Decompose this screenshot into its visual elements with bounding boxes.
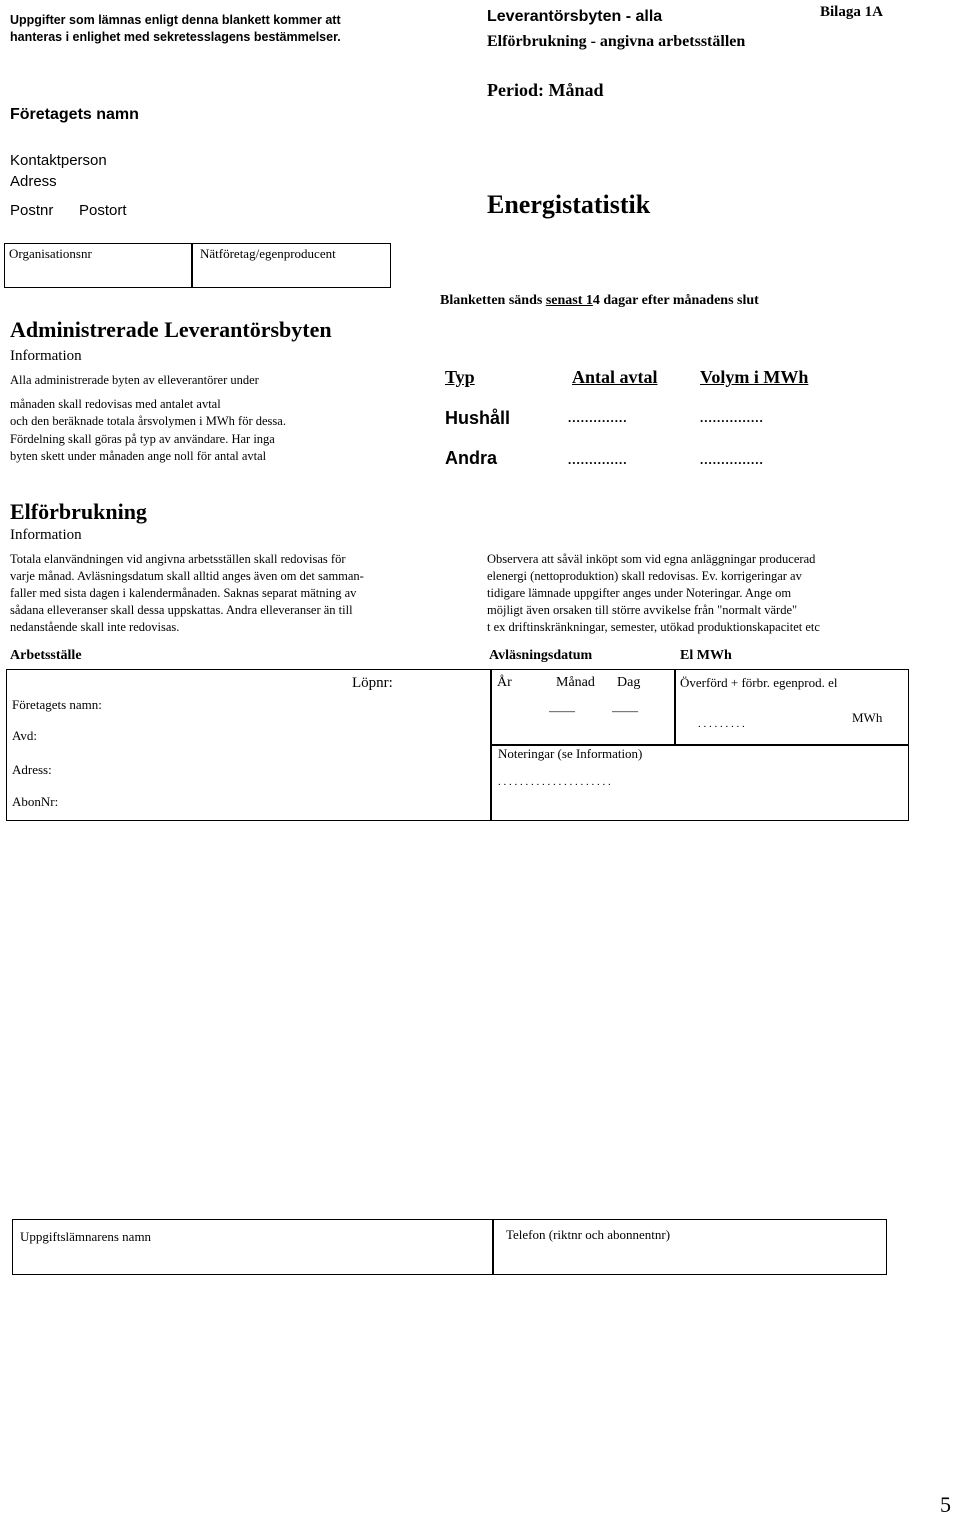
postnr-label: Postnr [10,202,54,219]
info-left-line: varje månad. Avläsningsdatum skall alltid anges även om det samman- [10,569,364,583]
workplace-address-field[interactable]: Adress: [12,762,52,777]
row-hushall-volym[interactable]: ............... [700,410,764,425]
admin-heading: Administrerade Leverantörsbyten [10,317,332,342]
postort-label: Postort [79,202,127,219]
info-right-line: t ex driftinskränkningar, semester, utökad produktionskapacitet etc [487,620,820,634]
el-mwh-dots[interactable]: . . . . . . . . . [698,718,745,730]
elforbrukning-heading: Elförbrukning [10,499,147,524]
info-right-line: Observera att såväl inköpt som vid egna anläggningar producerad [487,552,816,566]
admin-info-line: byten skett under månaden ange noll för antal avtal [10,449,267,463]
company-name-label: Företagets namn [10,106,139,123]
form-title [487,4,745,54]
footer-divider [492,1219,494,1275]
admin-info-text [10,372,286,466]
info-right-line: möjligt även orsaken till större avvikelse från "normalt värde" [487,603,798,617]
send-note-suffix: 4 dagar efter månadens slut [592,293,759,308]
elforbrukning-info-label: Information [10,527,82,543]
workplace-abonnr-field[interactable]: AbonNr: [12,794,59,809]
info-left-line: Totala elanvändningen vid angivna arbetsställen skall redovisas för [10,552,346,566]
phone-field[interactable]: Telefon (riktnr och abonnentnr) [506,1227,671,1242]
send-deadline-note [440,293,759,309]
secrecy-line-2: hanteras i enlighet med sekretesslagens bestämmelser. [10,30,341,44]
elforbrukning-info-right [487,551,820,636]
admin-info-label: Information [10,348,82,364]
info-right-line: tidigare lämnade uppgifter anges under Noteringar. Ange om [487,586,792,600]
send-note-emphasis: senast 1 [545,293,593,308]
attachment-label: Bilaga 1A [820,4,883,20]
el-mwh-heading: El MWh [680,648,732,663]
info-right-line: elenergi (nettoproduktion) skall redovisas. Ev. korrigeringar av [487,569,802,583]
address-label: Adress [10,173,57,190]
workplace-company-name-field[interactable]: Företagets namn: [12,697,102,712]
form-title-line-1: Leverantörsbyten - alla [487,8,663,25]
period-label: Period: Månad [487,80,604,100]
row-hushall-antal[interactable]: .............. [568,410,628,425]
orgnr-field[interactable]: Organisationsnr [9,246,92,261]
avlasningsdatum-heading: Avläsningsdatum [489,648,593,663]
admin-info-line: Alla administrerade byten av elleverantörer under [10,373,259,387]
info-left-line: nedanstående skall inte redovisas. [10,620,180,634]
row-andra-volym[interactable]: ............... [700,452,764,467]
admin-info-line: Fördelning skall göras på typ av användare. Har inga [10,431,275,446]
producer-field[interactable]: Nätföretag/egenproducent [200,246,336,261]
admin-info-line: månaden skall redovisas med antalet avtal [10,396,221,411]
elforbrukning-info-left [10,551,364,636]
col-typ-header: Typ [445,367,475,387]
admin-info-line: och den beräknade totala årsvolymen i MWh för dessa. [10,414,286,428]
form-title-line-2: Elförbrukning - angivna arbetsställen [487,33,746,50]
send-note-prefix: Blanketten sänds [440,293,543,308]
day-field[interactable]: Dag [617,675,641,690]
el-transfer-label: Överförd + förbr. egenprod. el [680,675,838,690]
footer-box [12,1219,887,1275]
year-field[interactable]: År [497,675,512,690]
notes-dots[interactable]: . . . . . . . . . . . . . . . . . . . . . [498,776,611,788]
contact-person-label: Kontaktperson [10,152,107,169]
secrecy-line-1: Uppgifter som lämnas enligt denna blankett kommer att [10,13,341,27]
notes-label: Noteringar (se Information) [498,746,643,761]
date-column-right-line [674,669,676,745]
provider-name-field[interactable]: Uppgiftslämnarens namn [20,1229,152,1244]
row-andra-antal[interactable]: .............. [568,452,628,467]
lopnr-label: Löpnr: [352,675,393,691]
secrecy-notice [10,12,341,46]
arbetsstalle-heading: Arbetsställe [10,648,82,663]
row-hushall-label: Hushåll [445,408,511,428]
org-box-divider [191,243,193,288]
row-andra-label: Andra [445,448,498,468]
info-left-line: sådana elleveranser skall dessa uppskattas. Andra elleveranser än till [10,603,353,617]
col-antal-header: Antal avtal [572,367,658,387]
el-mwh-unit: MWh [852,710,883,725]
workplace-avd-field[interactable]: Avd: [12,728,38,743]
day-dash: —— [612,703,638,718]
info-left-line: faller med sista dagen i kalendermånaden. Saknas separat mätning av [10,586,357,600]
main-title: Energistatistik [487,190,651,219]
col-volym-header: Volym i MWh [700,367,809,387]
page-number: 5 [940,1492,951,1517]
month-field[interactable]: Månad [556,675,595,690]
month-dash: —— [549,703,575,718]
